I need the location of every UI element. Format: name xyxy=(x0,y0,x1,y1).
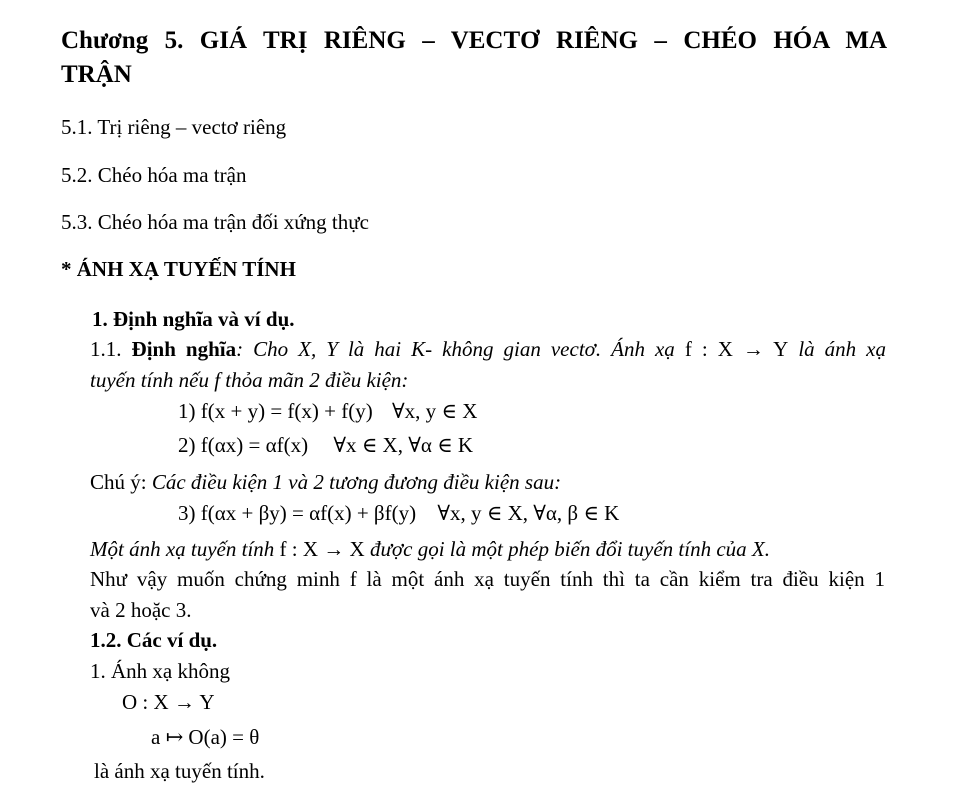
transform-definition xyxy=(90,536,770,562)
condition-1-label: 1) xyxy=(178,399,196,423)
condition-3 xyxy=(178,500,619,526)
note-line xyxy=(90,469,561,495)
definition-line-2: tuyến tính nếu f thỏa mãn 2 điều kiện: xyxy=(90,368,409,392)
chapter-title: Chương 5. GIÁ TRỊ RIÊNG – VECTƠ RIÊNG – CHÉO HÓA MA TRẬN xyxy=(61,27,887,88)
example-1-title: 1. Ánh xạ không xyxy=(90,659,230,683)
definition-text-2: là ánh xạ xyxy=(788,337,887,361)
example-1-map: O : X → Y xyxy=(122,690,215,714)
examples-heading: 1.2. Các ví dụ. xyxy=(90,628,218,652)
condition-3-expr: f(αx + βy) = αf(x) + βf(y) xyxy=(200,501,417,525)
condition-2-quantifier: ∀x ∈ X, ∀α ∈ K xyxy=(333,433,474,457)
condition-3-label: 3) xyxy=(178,501,196,525)
note-text: Các điều kiện 1 và 2 tương đương điều kiện sau: xyxy=(151,470,562,494)
condition-2-expr: f(αx) = αf(x) xyxy=(200,433,309,457)
section-heading: * ÁNH XẠ TUYẾN TÍNH xyxy=(61,257,296,281)
definition-number: 1.1. xyxy=(90,337,132,361)
condition-2 xyxy=(178,432,473,458)
condition-3-quantifier: ∀x, y ∈ X, ∀α, β ∈ K xyxy=(437,501,620,525)
definition-line-1 xyxy=(90,336,886,362)
transform-expr: f : X → X xyxy=(279,537,365,561)
remark-line-1: Như vậy muốn chứng minh f là một ánh xạ tuyến tính thì ta cần kiểm tra điều kiện 1 xyxy=(90,567,885,591)
condition-1 xyxy=(178,398,477,424)
toc-item-5-1: 5.1. Trị riêng – vectơ riêng xyxy=(61,115,287,139)
example-1-conclusion: là ánh xạ tuyến tính. xyxy=(94,759,265,783)
condition-2-label: 2) xyxy=(178,433,196,457)
map-expression: f : X → Y xyxy=(684,337,789,361)
transform-text-2: được gọi là một phép biến đổi tuyến tính của X. xyxy=(364,537,770,561)
condition-1-expr: f(x + y) = f(x) + f(y) xyxy=(200,399,373,423)
definition-label: Định nghĩa xyxy=(131,337,237,361)
note-label: Chú ý: xyxy=(90,470,152,494)
definition-colon: : xyxy=(236,337,254,361)
toc-item-5-2: 5.2. Chéo hóa ma trận xyxy=(61,163,247,187)
condition-1-quantifier: ∀x, y ∈ X xyxy=(391,399,478,423)
transform-text-1: Một ánh xạ tuyến tính xyxy=(90,537,280,561)
definition-text-1: Cho X, Y là hai K- không gian vectơ. Ánh xạ xyxy=(253,337,685,361)
subsection-heading: 1. Định nghĩa và ví dụ. xyxy=(92,307,295,331)
remark-line-2: và 2 hoặc 3. xyxy=(90,598,192,622)
example-1-rule: a ↦ O(a) = θ xyxy=(151,725,260,749)
toc-item-5-3: 5.3. Chéo hóa ma trận đối xứng thực xyxy=(61,210,369,234)
